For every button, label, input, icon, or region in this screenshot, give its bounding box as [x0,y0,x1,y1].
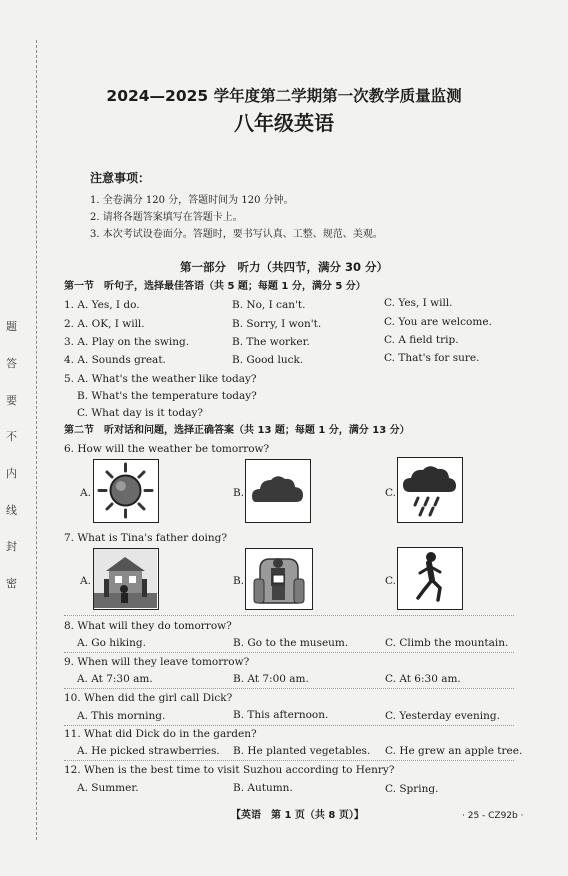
margin-char: 内 [6,467,17,480]
option-c: C. Spring. [385,783,439,795]
option-c: C. [385,487,396,499]
option-b: B. The worker. [232,336,310,348]
option-c: C. Yes, I will. [384,297,453,309]
option-a: 2. A. OK, I will. [64,318,145,330]
option-a: A. At 7:30 am. [77,673,153,685]
option-b: B. What's the temperature today? [77,390,257,402]
option-a: 1. A. Yes, I do. [64,299,140,311]
question-text: 11. What did Dick do in the garden? [64,728,257,740]
exam-code: · 25 - CZ92b · [462,811,524,821]
margin-char: 答 [6,357,17,370]
armchair-reader-icon [246,549,311,608]
option-b: B. No, I can't. [232,299,306,311]
option-c: C. That's for sure. [384,352,480,364]
option-c: C. What day is it today? [77,407,204,419]
option-b: B. Go to the museum. [233,637,349,649]
option-b: B. Autumn. [233,782,293,794]
option-b: B. Sorry, I won't. [232,318,322,330]
question-text: 6. How will the weather be tomorrow? [64,443,270,455]
notice-item: 1. 全卷满分 120 分，答题时间为 120 分钟。 [90,195,294,206]
option-b: B. Good luck. [232,354,304,366]
question-text: 10. When did the girl call Dick? [64,692,233,704]
margin-char: 线 [6,504,17,517]
option-c: C. A field trip. [384,334,459,346]
rain-picture [397,457,463,523]
running-man-picture [397,547,463,610]
sun-icon [94,460,157,521]
section-heading: 第二节 听对话和问题，选择正确答案（共 13 题；每题 1 分，满分 13 分） [64,425,410,436]
question-text: 9. When will they leave tomorrow? [64,656,250,668]
exam-title: 2024—2025 学年度第二学期第一次教学质量监测 [106,87,462,105]
option-b: B. He planted vegetables. [233,745,371,757]
margin-char: 不 [6,430,17,443]
rain-cloud-icon [398,458,461,521]
option-a: A. Summer. [77,782,139,794]
page-footer: 【英语 第 1 页（共 8 页）】 [231,810,364,821]
runner-icon [398,548,461,608]
notice-item: 2. 请将各题答案填写在答题卡上。 [90,212,243,223]
divider [64,760,514,761]
divider [64,688,514,689]
option-b: B. [233,575,245,587]
house-scene-picture [93,548,159,610]
divider [64,652,514,653]
option-b: B. This afternoon. [233,709,329,721]
option-a: A. [80,575,91,587]
margin-char: 题 [6,320,17,333]
divider [64,725,514,726]
option-a: A. This morning. [77,710,166,722]
sun-picture [93,459,159,523]
reading-man-picture [245,548,313,610]
option-c: C. Yesterday evening. [385,710,500,722]
option-a: A. He picked strawberries. [77,745,220,757]
option-c: C. Climb the mountain. [385,637,509,649]
notice-item: 3. 本次考试设卷面分。答题时，要书写认真、工整、规范、美观。 [90,229,383,240]
option-a: 4. A. Sounds great. [64,354,166,366]
question-text: 12. When is the best time to visit Suzhou according to Henry? [64,764,395,776]
section-heading: 第一节 听句子，选择最佳答语（共 5 题；每题 1 分，满分 5 分） [64,281,366,292]
option-a: A. Go hiking. [77,637,146,649]
option-a: 5. A. What's the weather like today? [64,373,257,385]
margin-char: 封 [6,540,17,553]
option-c: C. At 6:30 am. [385,673,461,685]
question-text: 8. What will they do tomorrow? [64,620,232,632]
margin-char: 要 [6,394,17,407]
cloud-icon [246,460,309,521]
option-b: B. [233,487,245,499]
part-heading: 第一部分 听力（共四节，满分 30 分） [179,260,388,274]
exam-subject-title: 八年级英语 [234,111,334,135]
notice-heading: 注意事项： [90,171,151,185]
house-icon [94,549,157,608]
option-a: A. [80,487,91,499]
option-c: C. You are welcome. [384,316,492,328]
margin-char: 密 [6,577,17,590]
option-b: B. At 7:00 am. [233,673,309,685]
option-c: C. He grew an apple tree. [385,745,523,757]
binding-line [36,40,37,840]
question-text: 7. What is Tina's father doing? [64,532,228,544]
cloud-picture [245,459,311,523]
divider [64,615,514,616]
option-a: 3. A. Play on the swing. [64,336,190,348]
option-c: C. [385,575,396,587]
